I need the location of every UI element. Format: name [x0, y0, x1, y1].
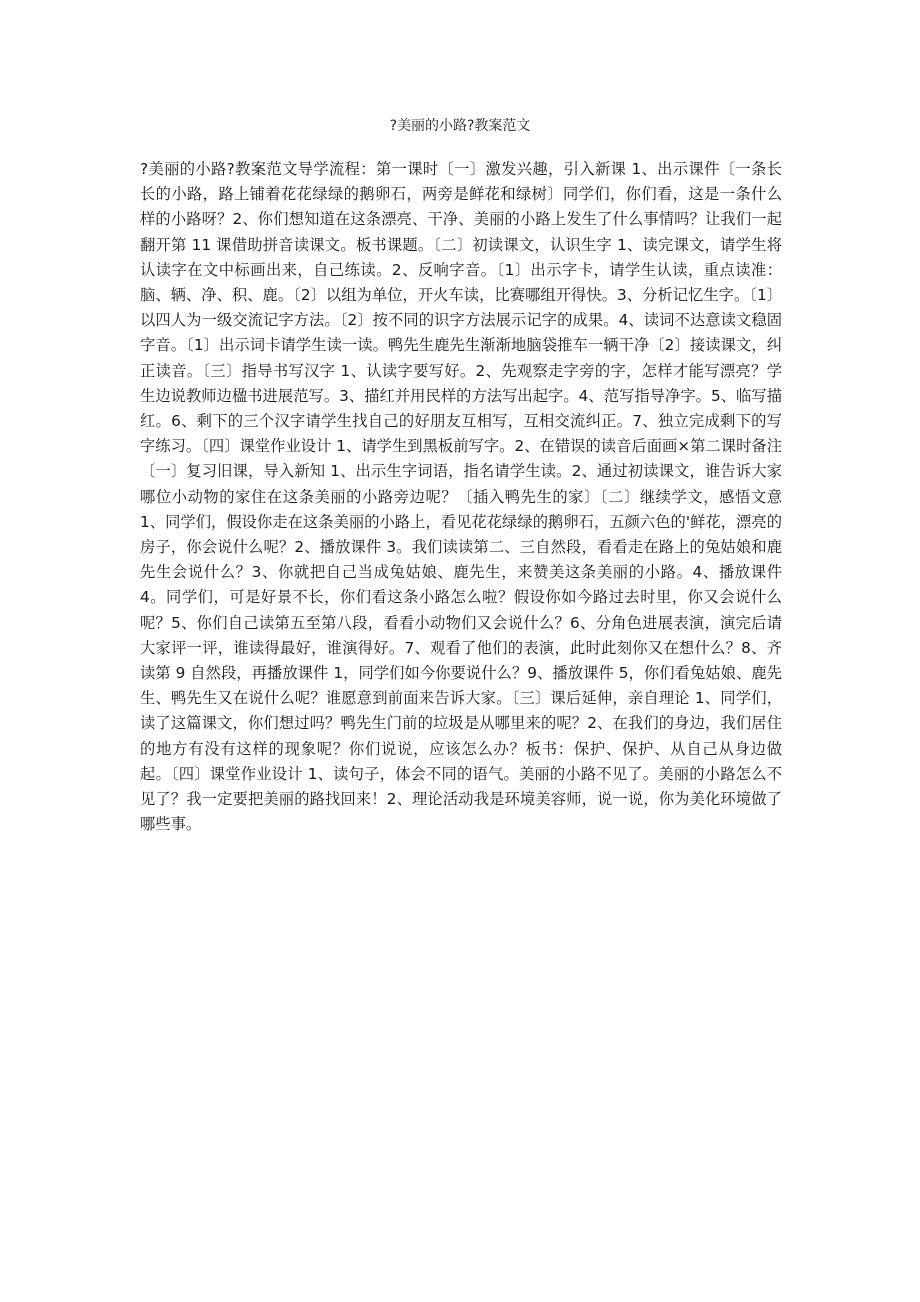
document-body-paragraph: ?美丽的小路?教案范文导学流程：第一课时〔一〕激发兴趣，引入新课 1、出示课件〔一条长长的小路，路上铺着花花绿绿的鹅卵石，两旁是鲜花和绿树〕同学们，你们看，这是一条什么样的小路呀？2、你们想知道在这条漂亮、干净、美丽的小路上发生了什么事情吗？让我们一起翻开第 11 课借助拼音读课文。板书课题。〔二〕初读课文，认识生字 1、读完课文，请学生将认读字在文中标画出来，自己练读。2、反响字音。〔1〕出示字卡，请学生认读，重点读准：脑、辆、净、积、鹿。〔2〕以组为单位，开火车读，比赛哪组开得快。3、分析记忆生字。〔1〕以四人为一级交流记字方法。〔2〕按不同的识字方法展示记字的成果。4、读词不达意读文稳固字音。〔1〕出示词卡请学生读一读。鸭先生鹿先生渐渐地脑袋推车一辆干净〔2〕接读课文，纠正读音。〔三〕指导书写汉字 1、认读字要写好。2、先观察走字旁的字，怎样才能写漂亮？学生边说教师边楹书进展范写。3、描红并用民样的方法写出起字。4、范写指导净字。5、临写描红。6、剩下的三个汉字请学生找自己的好朋友互相写，互相交流纠正。7、独立完成剩下的写字练习。〔四〕课堂作业设计 1、请学生到黑板前写字。2、在错误的读音后面画×第二课时备注〔一〕复习旧课，导入新知 1、出示生字词语，指名请学生读。2、通过初读课文，谁告诉大家哪位小动物的家住在这条美丽的小路旁边呢？〔插入鸭先生的家〕〔二〕继续学文，感悟文意 1、同学们，假设你走在这条美丽的小路上，看见花花绿绿的鹅卵石，五颜六色的'鲜花，漂亮的房子，你会说什么呢？2、播放课件 3。我们读读第二、三自然段，看看走在路上的兔姑娘和鹿先生会说什么？3、你就把自己当成兔姑娘、鹿先生，来赞美这条美丽的小路。4、播放课件 4。同学们，可是好景不长，你们看这条小路怎么啦？假设你如今路过去时里，你又会说什么呢？5、你们自己读第五至第八段，看看小动物们又会说什么？6、分角色进展表演，演完后请大家评一评，谁读得最好，谁演得好。7、观看了他们的表演，此时此刻你又在想什么？8、齐读第 9 自然段，再播放课件 1，同学们如今你要说什么？9、播放课件 5，你们看兔姑娘、鹿先生、鸭先生又在说什么呢？谁愿意到前面来告诉大家。〔三〕课后延伸，亲自理论 1、同学们，读了这篇课文，你们想过吗？鸭先生门前的垃圾是从哪里来的呢？2、在我们的身边，我们居住的地方有没有这样的现象呢？你们说说，应该怎么办？板书：保护、保护、从自己从身边做起。〔四〕课堂作业设计 1、读句子，体会不同的语气。美丽的小路不见了。美丽的小路怎么不见了？我一定要把美丽的路找回来！2、理论活动我是环境美容师，说一说，你为美化环境做了哪些事。 [140, 160, 782, 834]
document-title: ?美丽的小路?教案范文 [389, 118, 531, 134]
